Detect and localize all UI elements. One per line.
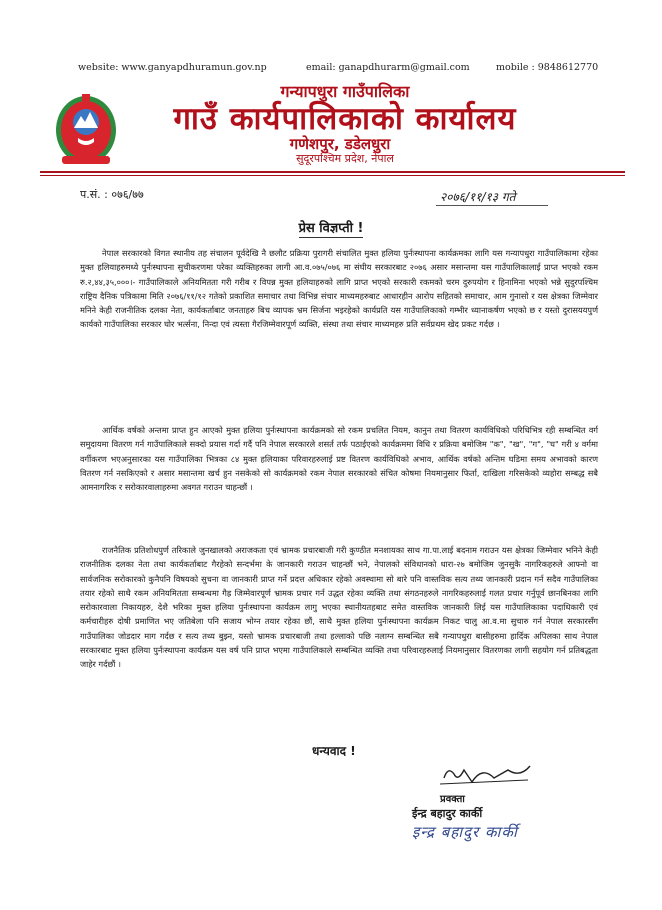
header-divider	[40, 171, 625, 173]
reference-number: प.सं. : ०७६/७७	[80, 188, 144, 201]
office-title: गाउँ कार्यपालिकाको कार्यालय	[173, 101, 517, 137]
paragraph-2	[80, 423, 598, 538]
nepal-emblem-logo	[54, 92, 118, 170]
page-title	[0, 218, 662, 236]
paragraph-2-text: आर्थिक वर्षको अन्तमा प्राप्त हुन आएको मुक्त हलिया पुर्नःस्थापना कार्यक्रमको सो रकम प्रचलित नियम, कानुन तथा वितरण कार्यविधिको परिधिभित्र रही सम्बन्धित वर्ग समुदायमा वितरण गर्न गाउँपालिकाले सक्दो प्रयास गर्दा गर्दै पनि नेपाल सरकारले शसर्त तर्फ पठाईएको कार्यक्रममा विधि र प्रक्रिया बमोजिम "क", "ख", "ग", "घ" गरी ४ वर्गमा वर्गीकरण भएअनुसारका यस गाउँपालिका भित्रका ८४ मुक्त हलियाका परिवारहरुलाई प्रष्ट वितरण कार्यविधिको अभाव, आर्थिक वर्षको अन्तिम घडिमा समय अभावको कारण वितरण गर्न नसकिएको र असार मसान्तमा खर्च हुन नसकेको सो कार्यक्रमको रकम नेपाल सरकारको संचित कोषमा नियमानुसार फिर्ता, दाखिला गरिसकेको व्यहोरा सम्बद्ध सबै आमनागरिक र सरोकारवालाहरुमा अवगत गराउन चाहन्छौं ।	[80, 425, 598, 493]
signatory-name: ईन्द्र बहादुर कार्की	[412, 807, 483, 820]
signatory-role: प्रवक्ता	[440, 794, 465, 805]
title-text: प्रेस विज्ञप्ती !	[298, 221, 364, 236]
paragraph-3	[80, 543, 598, 740]
paragraph-1	[80, 246, 598, 416]
header-divider-thin	[40, 175, 625, 176]
signatory-stamp: इन्द्र बहादुर कार्की	[412, 823, 518, 841]
municipality-name: गन्यापधुरा गाउँपालिका	[280, 82, 410, 101]
paragraph-3-text: राजनैतिक प्रतिशोधपुर्ण तरिकाले जुनखालको अराजकता एवं भ्रामक प्रचारबाजी गरी कुण्ठीत मनशायका साथ गा.पा.लाई बदनाम गराउन यस क्षेत्रका जिम्मेवार भनिने केही राजनीतिक दलका नेता तथा कार्यकर्ताबाट गैरहेको सन्दर्भमा के जानकारी गराउन चाहन्छौं भने, नेपालको संविधानको धारा-२७ बमोजिम जुनसुकै नागरिकहरुले आफ्नो वा सार्वजनिक सरोकारको कुनैपनि विषयको सुचना वा जानकारी प्राप्त गर्ने प्रदत्त अधिकार रहेको अवस्थामा सो बारे पनि वास्तविक सत्य तथ्य जानकारी प्रदान गर्न सदैव गाउँपालिका तयार रहेको साथै रकम अनियमितता सम्बन्धमा गैह्र जिम्मेवारपूर्ण भ्रामक प्रचार गर्न उद्धत रहेका व्यक्ति तथा संगठनहरुले नागरिकहरुलाई गलत प्रचार गर्नुपूर्व छानबिनका लागि सरोकारवाला निकायहरु, देशै भरिका मुक्त हलिया पुर्नःस्थापना कार्यक्रम लागु भएका स्थानीयतहबाट समेत वास्तविक जानकारी लिई यस गाउँपालिकाका पदाधिकारी एवं कर्मचारीहरु दोषी प्रमाणित भए जतिबेला पनि सजाय भोग्न तयार रहेका छौं, साथै मुक्त हलिया पुर्नःस्थापना कार्यक्रम निकट चालु आ.व.मा सुचारु गर्न नेपाल सरकारसँग गाउँपालिका जोडदार माग गर्दछ र सत्य तथ्य बुझ्न, यस्तो भ्रामक प्रचारबाजी तथा हल्लाको पछि नलाग्न सम्बन्धित सबै गन्यापधुरा बासीहरुमा हार्दिक अपिलका साथ नेपाल सरकारबाट मुक्त हलिया पुर्नःस्थापना कार्यक्रम यस वर्ष पनि प्राप्त भएमा गाउँपालिकाले सम्बन्धित व्यक्ति तथा परिवारहरुलाई नियमानुसार वितरणका लागी सहयोग गर्न प्रतिबद्धता जाहेर गर्दछौं ।	[80, 545, 598, 670]
date-underline	[436, 205, 548, 206]
closing-text: धन्यवाद !	[312, 744, 356, 758]
province-text: सुदूरपश्चिम प्रदेश, नेपाल	[296, 152, 394, 165]
issue-date: २०७६/११/१३ गते	[440, 190, 516, 204]
office-location: गणेशपुर, डडेलधुरा	[289, 135, 391, 153]
website-text: website: www.ganyapdhuramun.gov.np	[78, 62, 267, 73]
paragraph-1-text: नेपाल सरकारको विगत स्थानीय तह संचालन पूर्वदेखि नै छलौट प्रक्रिया पुरागरी संचालित मुक्त हलिया पुर्नःस्थापना कार्यक्रमका लागि यस गन्यापधुरा गाउँपालिकामा रहेका मुक्त हलियाहरुमध्ये पुर्नःस्थापना सुचीकरणमा परेका व्यक्तिहरुका लागी आ.व.०७५/०७६ मा संघीय सरकारबाट २०७६ असार मसान्तमा यस गाउँपालिकालाई प्राप्त भएको रकम रु.२,४४,३५,०००।- गाउँपालिकाले अनियमितता गरी गरीब र विपन्न मुक्त हलियाहरुको लागि प्राप्त भएको सरकारी रकमको चरम दुरुपयोग र हिनामिना भएको भन्ने सुदुरपश्चिम राष्ट्रिय दैनिक पत्रिकामा मिति २०७६/११/१२ गतेको प्रकाशित समाचार तथा विभिन्न संचार माध्यमहरुबाट आधारहीन आरोप सहितको समाचार, आम गुनासो र यस क्षेत्रका जिम्मेवार मनिने केही राजनीतिक दलका नेता, कार्यकर्ताबाट जनताहरु बिच व्यापक भ्रम सिर्जना भइरहेको कार्यप्रति यस गाउँपालिकाको गम्भीर ध्यानाकर्षण भएको छ र यस्तो दुरासययपुर्ण कार्यको गाउँपालिका सरकार घोर भर्त्सना, निन्दा एवं त्यस्ता गैरजिम्मेवारपूर्ण व्यक्ति, संस्था तथा संचार माध्यमहरु प्रति सर्वप्रथम खेद प्रकट गर्दछ ।	[80, 248, 598, 330]
signature-mark	[438, 760, 534, 788]
mobile-text: mobile : 9848612770	[496, 62, 599, 73]
email-text: email: ganapdhurarm@gmail.com	[306, 62, 470, 73]
